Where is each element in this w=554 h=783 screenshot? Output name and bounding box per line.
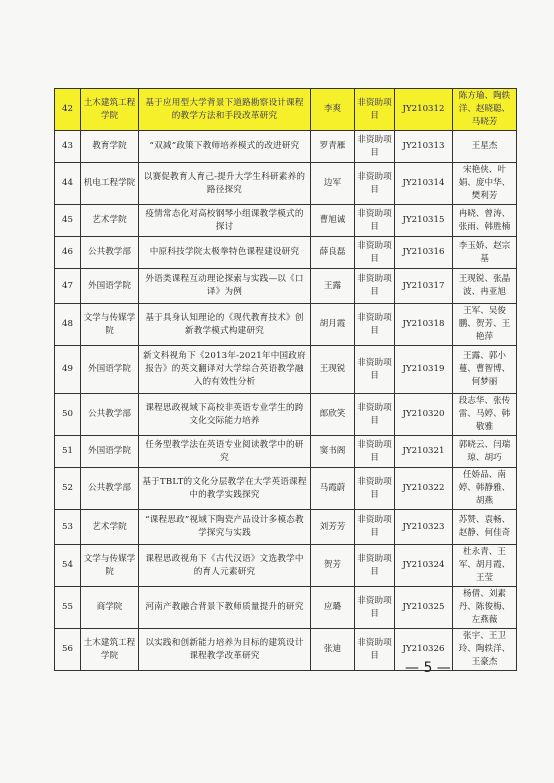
table-row [55,587,517,629]
cell-title: 以实践和创新能力培养为目标的建筑设计课程教学改革研究 [139,629,311,671]
cell-members: 任娇品、南婷、韩静雅、胡燕 [453,468,517,510]
cell-members: 宋艳侠、叶娟、庞中华、樊利芳 [453,163,517,205]
cell-project-id: JY210318 [395,304,453,346]
cell-college: 外国语学院 [81,346,139,394]
table-row [55,394,517,436]
cell-funding: 非资助项目 [355,436,395,468]
cell-project-id: JY210319 [395,346,453,394]
cell-number: 46 [55,237,81,269]
table-row [55,163,517,205]
cell-funding: 非资助项目 [355,89,395,131]
cell-college: 土木建筑工程学院 [81,89,139,131]
cell-college: 公共教学部 [81,394,139,436]
cell-college: 土木建筑工程学院 [81,629,139,671]
table-row [55,304,517,346]
cell-college: 机电工程学院 [81,163,139,205]
cell-project-id: JY210313 [395,131,453,163]
cell-college: 外国语学院 [81,436,139,468]
cell-leader: 薛良磊 [311,237,355,269]
cell-leader: 郎欣笑 [311,394,355,436]
cell-project-id: JY210316 [395,237,453,269]
project-table [54,88,517,671]
cell-funding: 非资助项目 [355,629,395,671]
cell-members: 郭晓云、闫瑞琼、胡巧 [453,436,517,468]
cell-members: 王露、郭小蔓、曹智博、何梦丽 [453,346,517,394]
cell-leader: 罗青雁 [311,131,355,163]
cell-project-id: JY210317 [395,269,453,304]
table-row [55,346,517,394]
cell-funding: 非资助项目 [355,545,395,587]
cell-number: 48 [55,304,81,346]
cell-number: 45 [55,205,81,237]
cell-title: 基于具身认知理论的《现代教育技术》创新教学模式构建研究 [139,304,311,346]
cell-project-id: JY210320 [395,394,453,436]
cell-funding: 非资助项目 [355,269,395,304]
cell-title: 河南产教融合背景下教师质量提升的研究 [139,587,311,629]
cell-funding: 非资助项目 [355,587,395,629]
cell-college: 文学与传媒学院 [81,545,139,587]
cell-project-id: JY210325 [395,587,453,629]
cell-college: 商学院 [81,587,139,629]
cell-members: 冉晓、曾涛、张雨、韩胜楠 [453,205,517,237]
cell-leader: 李爽 [311,89,355,131]
cell-members: 杨倩、刘素丹、陈俊梅、左燕薇 [453,587,517,629]
cell-leader: 曹旭诚 [311,205,355,237]
cell-college: 公共教学部 [81,468,139,510]
cell-members: 段志华、张传雷、马婷、韩敬雅 [453,394,517,436]
cell-title: 基于应用型大学背景下道路勘察设计课程的教学方法和手段改革研究 [139,89,311,131]
table-row [55,510,517,545]
cell-number: 51 [55,436,81,468]
cell-leader: 窦书阁 [311,436,355,468]
cell-leader: 王露 [311,269,355,304]
cell-members: 苏赞、袁畅、赵静、何佳奇 [453,510,517,545]
cell-number: 44 [55,163,81,205]
cell-funding: 非资助项目 [355,237,395,269]
cell-title: “双减”政策下教师培养模式的改进研究 [139,131,311,163]
cell-number: 52 [55,468,81,510]
cell-title: 课程思政视角下《古代汉语》文选教学中的育人元素研究 [139,545,311,587]
table-row [55,205,517,237]
cell-number: 53 [55,510,81,545]
table-row [55,545,517,587]
cell-number: 47 [55,269,81,304]
cell-project-id: JY210321 [395,436,453,468]
cell-project-id: JY210326 [395,629,453,671]
table-row [55,468,517,510]
cell-funding: 非资助项目 [355,394,395,436]
cell-leader: 张迪 [311,629,355,671]
cell-project-id: JY210312 [395,89,453,131]
cell-project-id: JY210314 [395,163,453,205]
cell-college: 公共教学部 [81,237,139,269]
cell-members: 张宇、王卫玲、陶轶洋、王豪杰 [453,629,517,671]
cell-number: 43 [55,131,81,163]
page-number: — 5 — [405,660,451,676]
cell-funding: 非资助项目 [355,205,395,237]
cell-leader: 胡月霞 [311,304,355,346]
cell-title: 基于TBLT的文化分层教学在大学英语课程中的教学实践探究 [139,468,311,510]
cell-funding: 非资助项目 [355,468,395,510]
cell-title: 外语类课程互动理论探索与实践—以《口译》为例 [139,269,311,304]
cell-members: 王现锐、张晶波、冉亚旭 [453,269,517,304]
cell-members: 王军、吴俊鹏、贺芳、王艳萍 [453,304,517,346]
cell-members: 李玉娇、赵宗基 [453,237,517,269]
cell-title: 课程思政视域下高校非英语专业学生的跨文化交际能力培养 [139,394,311,436]
cell-leader: 马霞蔚 [311,468,355,510]
cell-project-id: JY210323 [395,510,453,545]
cell-leader: 贺芳 [311,545,355,587]
cell-title: 以赛促教育人育己-提升大学生科研素养的路径探究 [139,163,311,205]
table-body [55,89,517,671]
cell-college: 教育学院 [81,131,139,163]
cell-college: 艺术学院 [81,205,139,237]
cell-leader: 刘芳芳 [311,510,355,545]
cell-title: 疫情常态化对高校钢琴小组课教学模式的探讨 [139,205,311,237]
cell-funding: 非资助项目 [355,510,395,545]
table-row [55,269,517,304]
cell-title: 新文科视角下《2013年-2021年中国政府报告》的英文翻译对大学综合英语教学融入的有效性分析 [139,346,311,394]
cell-title: “课程思政”视域下陶瓷产品设计多模态教学探究与实践 [139,510,311,545]
cell-college: 艺术学院 [81,510,139,545]
cell-funding: 非资助项目 [355,163,395,205]
cell-leader: 王现锐 [311,346,355,394]
cell-title: 中原科技学院太极拳特色课程建设研究 [139,237,311,269]
cell-funding: 非资助项目 [355,346,395,394]
table-row [55,237,517,269]
cell-funding: 非资助项目 [355,131,395,163]
cell-title: 任务型教学法在英语专业阅读教学中的研究 [139,436,311,468]
cell-number: 56 [55,629,81,671]
cell-number: 55 [55,587,81,629]
cell-number: 50 [55,394,81,436]
cell-project-id: JY210315 [395,205,453,237]
cell-project-id: JY210322 [395,468,453,510]
cell-leader: 边军 [311,163,355,205]
cell-number: 49 [55,346,81,394]
cell-number: 54 [55,545,81,587]
cell-leader: 应璐 [311,587,355,629]
table-row [55,436,517,468]
cell-members: 王星杰 [453,131,517,163]
cell-college: 文学与传媒学院 [81,304,139,346]
cell-funding: 非资助项目 [355,304,395,346]
cell-members: 杜永青、王军、胡月霞、王莹 [453,545,517,587]
cell-members: 陈方瑜、陶轶洋、赵晓聪、马晓芳 [453,89,517,131]
cell-project-id: JY210324 [395,545,453,587]
cell-number: 42 [55,89,81,131]
table-row [55,131,517,163]
table-row [55,89,517,131]
cell-college: 外国语学院 [81,269,139,304]
